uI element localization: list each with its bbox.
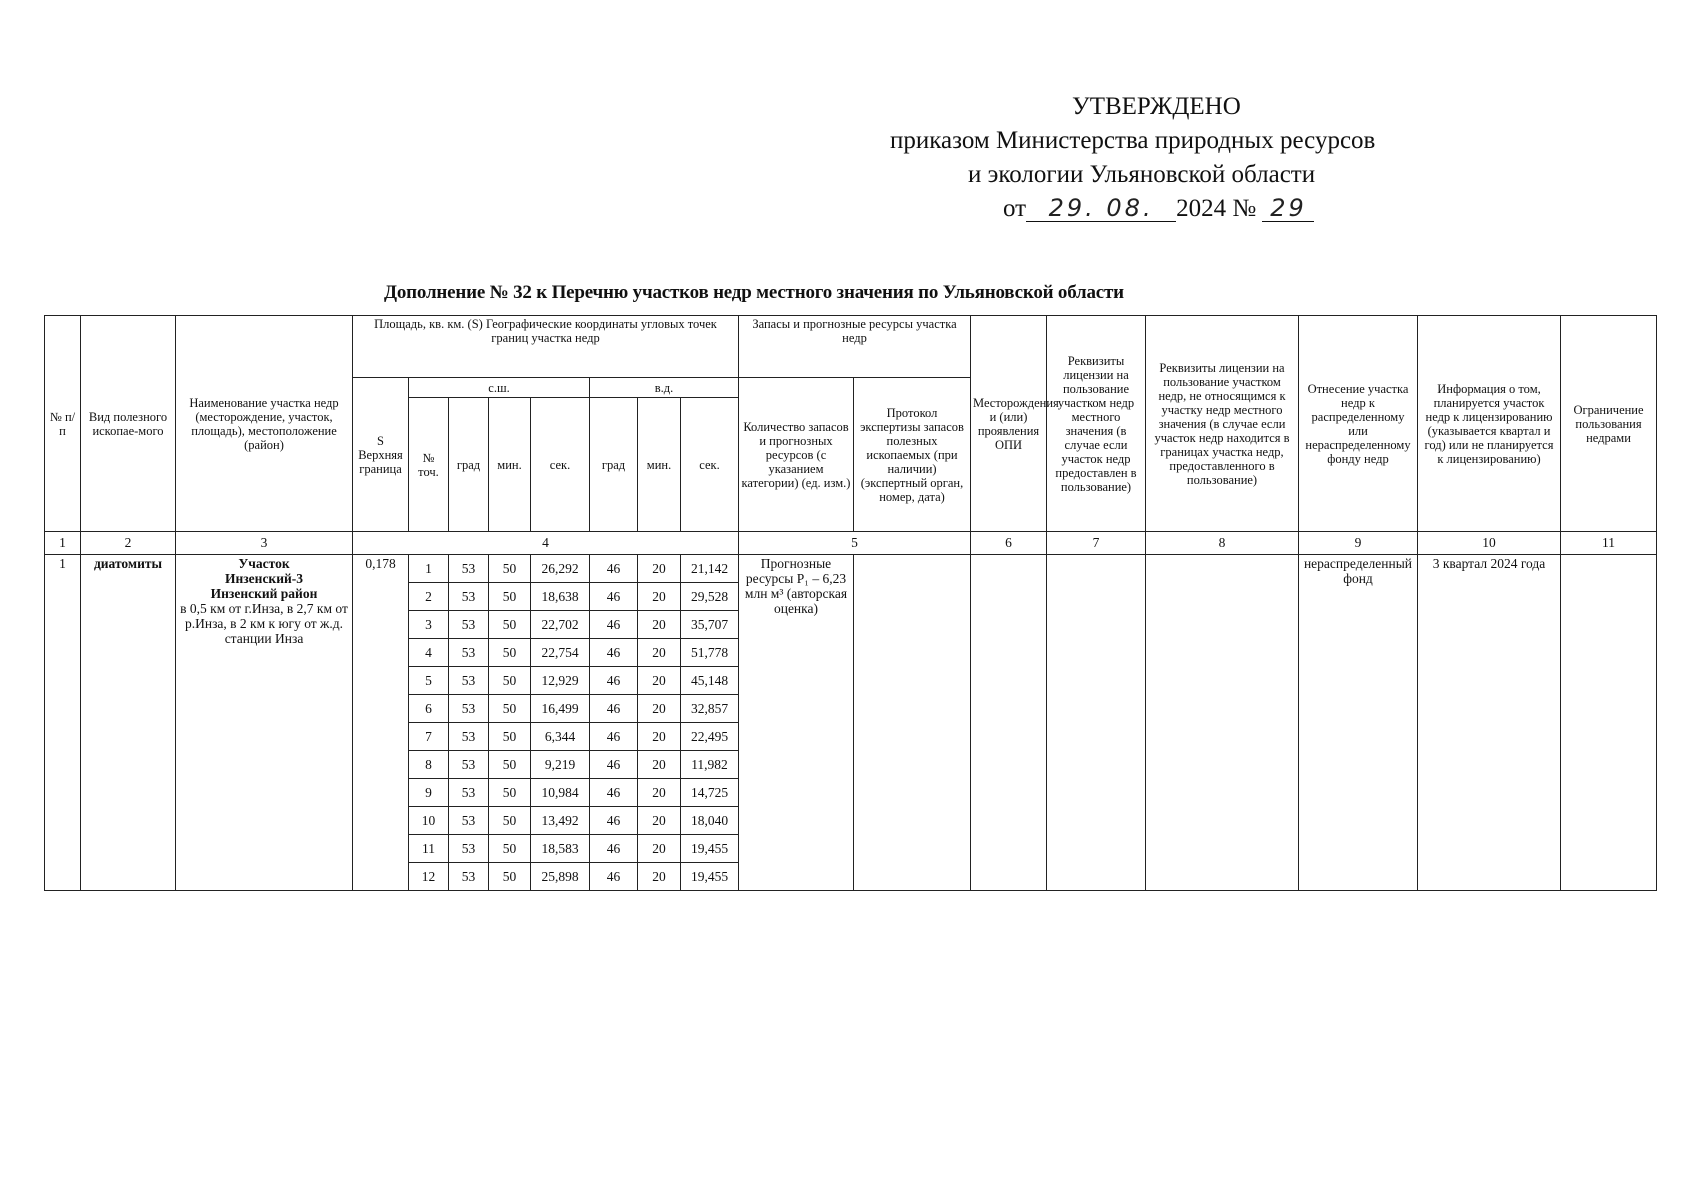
point-number: 7 [409, 723, 449, 751]
record-license-other [1146, 555, 1299, 891]
column-number: 4 [353, 532, 739, 555]
header-lat-minutes: мин. [489, 398, 531, 532]
lat-degrees: 53 [449, 835, 489, 863]
point-number: 11 [409, 835, 449, 863]
column-number: 9 [1299, 532, 1418, 555]
lat-minutes: 50 [489, 723, 531, 751]
column-number: 11 [1561, 532, 1657, 555]
record-protocol [854, 555, 971, 891]
approval-year-label: 2024 № [1176, 195, 1257, 222]
document-title: Дополнение № 32 к Перечню участков недр местного значения по Ульяновской области [384, 282, 1124, 303]
record-number: 1 [45, 555, 81, 891]
lat-degrees: 53 [449, 751, 489, 779]
lon-seconds: 19,455 [681, 863, 739, 891]
lon-degrees: 46 [590, 639, 638, 667]
header-fund: Отнесение участка недр к распределенному или нераспределенному фонду недр [1299, 316, 1418, 532]
record-fund: нераспределенный фонд [1299, 555, 1418, 891]
lat-minutes: 50 [489, 611, 531, 639]
lat-seconds: 6,344 [531, 723, 590, 751]
header-lon-seconds: сек. [681, 398, 739, 532]
lat-minutes: 50 [489, 779, 531, 807]
lon-degrees: 46 [590, 667, 638, 695]
header-num: № п/п [45, 316, 81, 532]
approval-from-label: от [1003, 195, 1027, 222]
approval-title: УТВЕРЖДЕНО [1072, 93, 1241, 120]
lon-seconds: 19,455 [681, 835, 739, 863]
header-protocol: Протокол экспертизы запасов полезных ископаемых (при наличии) (экспертный орган, номер, дата) [854, 378, 971, 532]
lon-seconds: 32,857 [681, 695, 739, 723]
lat-seconds: 12,929 [531, 667, 590, 695]
column-numbers-row [45, 532, 1657, 555]
subsoil-register-table [44, 315, 1657, 891]
lon-degrees: 46 [590, 723, 638, 751]
approval-date-line [1003, 192, 1314, 226]
header-reserves-quantity: Количество запасов и прогнозных ресурсов (с указанием категории) (ед. изм.) [739, 378, 854, 532]
header-license-other: Реквизиты лицензии на пользование участком недр, не относящимся к участку недр местного значения (в случае если участок недр находится в границах участка недр, предоставленного в пользование) [1146, 316, 1299, 532]
header-site-name: Наименование участка недр (месторождение, участок, площадь), местоположение (район) [176, 316, 353, 532]
lat-minutes: 50 [489, 639, 531, 667]
point-number: 12 [409, 863, 449, 891]
handwritten-date: 29. 08. [1026, 195, 1176, 222]
lat-degrees: 53 [449, 611, 489, 639]
approval-line-region: и экологии Ульяновской области [968, 161, 1316, 188]
lon-degrees: 46 [590, 751, 638, 779]
column-number: 2 [81, 532, 176, 555]
column-number: 5 [739, 532, 971, 555]
lon-seconds: 14,725 [681, 779, 739, 807]
lat-degrees: 53 [449, 667, 489, 695]
record-mineral: диатомиты [81, 555, 176, 891]
lat-seconds: 9,219 [531, 751, 590, 779]
lat-minutes: 50 [489, 863, 531, 891]
lat-seconds: 10,984 [531, 779, 590, 807]
lon-minutes: 20 [638, 779, 681, 807]
lat-minutes: 50 [489, 751, 531, 779]
header-reserves-group: Запасы и прогнозные ресурсы участка недр [739, 316, 971, 378]
header-deposit: Месторождения и (или) проявления ОПИ [971, 316, 1047, 532]
header-lon-degrees: град [590, 398, 638, 532]
header-point-number: № точ. [409, 398, 449, 532]
lat-minutes: 50 [489, 835, 531, 863]
site-name-line-2: Инзенский-3 [224, 571, 304, 586]
lon-seconds: 51,778 [681, 639, 739, 667]
header-restriction: Ограничение пользования недрами [1561, 316, 1657, 532]
column-number: 8 [1146, 532, 1299, 555]
lon-degrees: 46 [590, 835, 638, 863]
lon-minutes: 20 [638, 555, 681, 583]
approval-line-ministry: приказом Министерства природных ресурсов [890, 127, 1376, 154]
header-east-longitude: в.д. [590, 378, 739, 398]
point-number: 6 [409, 695, 449, 723]
point-number: 2 [409, 583, 449, 611]
lon-minutes: 20 [638, 807, 681, 835]
lon-minutes: 20 [638, 723, 681, 751]
column-number: 7 [1047, 532, 1146, 555]
lat-degrees: 53 [449, 639, 489, 667]
header-lat-degrees: град [449, 398, 489, 532]
point-number: 4 [409, 639, 449, 667]
header-mineral: Вид полезного ископае-мого [81, 316, 176, 532]
lat-seconds: 25,898 [531, 863, 590, 891]
record-restriction [1561, 555, 1657, 891]
lon-degrees: 46 [590, 583, 638, 611]
lat-degrees: 53 [449, 555, 489, 583]
point-number: 9 [409, 779, 449, 807]
lat-degrees: 53 [449, 695, 489, 723]
site-name-line-1: Участок [238, 556, 290, 571]
lon-seconds: 22,495 [681, 723, 739, 751]
lat-minutes: 50 [489, 695, 531, 723]
record-site [176, 555, 353, 891]
lat-degrees: 53 [449, 779, 489, 807]
lon-seconds: 18,040 [681, 807, 739, 835]
record-deposit [971, 555, 1047, 891]
column-number: 1 [45, 532, 81, 555]
lon-minutes: 20 [638, 695, 681, 723]
lat-seconds: 22,702 [531, 611, 590, 639]
lon-seconds: 11,982 [681, 751, 739, 779]
column-number: 10 [1418, 532, 1561, 555]
header-licensing-info: Информация о том, планируется участок недр к лицензированию (указывается квартал и год) или не планируется к лицензированию) [1418, 316, 1561, 532]
lat-minutes: 50 [489, 667, 531, 695]
header-north-latitude: с.ш. [409, 378, 590, 398]
lat-seconds: 13,492 [531, 807, 590, 835]
lon-minutes: 20 [638, 639, 681, 667]
header-lon-minutes: мин. [638, 398, 681, 532]
point-number: 3 [409, 611, 449, 639]
header-license-local: Реквизиты лицензии на пользование участком недр местного значения (в случае если участок недр предоставлен в пользование) [1047, 316, 1146, 532]
lon-seconds: 45,148 [681, 667, 739, 695]
point-number: 1 [409, 555, 449, 583]
column-number: 6 [971, 532, 1047, 555]
lat-seconds: 18,638 [531, 583, 590, 611]
lon-degrees: 46 [590, 555, 638, 583]
lat-minutes: 50 [489, 583, 531, 611]
point-number: 10 [409, 807, 449, 835]
lon-degrees: 46 [590, 695, 638, 723]
lat-seconds: 16,499 [531, 695, 590, 723]
lat-minutes: 50 [489, 807, 531, 835]
lat-degrees: 53 [449, 807, 489, 835]
lon-degrees: 46 [590, 611, 638, 639]
lon-degrees: 46 [590, 807, 638, 835]
lon-seconds: 29,528 [681, 583, 739, 611]
lon-seconds: 21,142 [681, 555, 739, 583]
lon-minutes: 20 [638, 751, 681, 779]
point-number: 8 [409, 751, 449, 779]
lat-degrees: 53 [449, 723, 489, 751]
lat-degrees: 53 [449, 863, 489, 891]
lat-seconds: 26,292 [531, 555, 590, 583]
lon-minutes: 20 [638, 835, 681, 863]
record-area: 0,178 [353, 555, 409, 891]
lat-degrees: 53 [449, 583, 489, 611]
site-location: в 0,5 км от г.Инза, в 2,7 км от р.Инза, в 2 км к югу от ж.д. станции Инза [180, 601, 348, 646]
lon-minutes: 20 [638, 583, 681, 611]
header-coordinates-group: Площадь, кв. км. (S) Географические координаты угловых точек границ участка недр [353, 316, 739, 378]
header-area: S Верхняя граница [353, 378, 409, 532]
record-licensing-info: 3 квартал 2024 года [1418, 555, 1561, 891]
lon-minutes: 20 [638, 667, 681, 695]
point-number: 5 [409, 667, 449, 695]
lon-degrees: 46 [590, 779, 638, 807]
lat-seconds: 18,583 [531, 835, 590, 863]
lon-seconds: 35,707 [681, 611, 739, 639]
lon-degrees: 46 [590, 863, 638, 891]
lat-seconds: 22,754 [531, 639, 590, 667]
lon-minutes: 20 [638, 611, 681, 639]
header-lat-seconds: сек. [531, 398, 590, 532]
column-number: 3 [176, 532, 353, 555]
record-reserves: Прогнозные ресурсы P₁ – 6,23 млн м³ (авторская оценка) [739, 555, 854, 891]
table-row [45, 555, 1657, 583]
site-name-line-3: Инзенский район [210, 586, 318, 601]
record-license-local [1047, 555, 1146, 891]
handwritten-number: 29 [1262, 195, 1314, 222]
lon-minutes: 20 [638, 863, 681, 891]
lat-minutes: 50 [489, 555, 531, 583]
